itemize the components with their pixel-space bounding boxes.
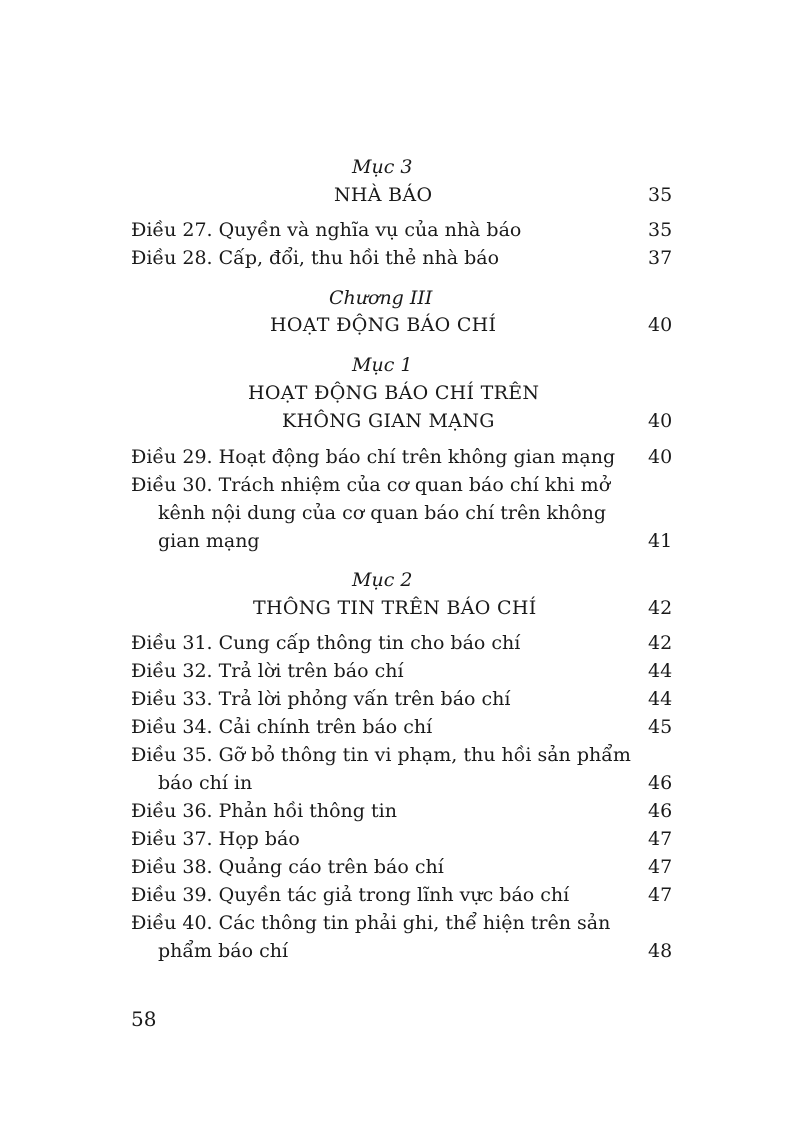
section-type-muc-3: Mục 3 [352,156,413,178]
section-title-thong-tin: THÔNG TIN TRÊN BÁO CHÍ [253,597,537,619]
toc-entry-text: Điều 27. Quyền và nghĩa vụ của nhà báo [131,219,522,241]
toc-entry-page: 45 [648,716,673,738]
toc-entry-page: 48 [648,940,673,962]
toc-entry-text-line-3: gian mạng [158,530,260,552]
toc-entry-text: Điều 36. Phản hồi thông tin [131,800,397,822]
toc-entry-text: Điều 29. Hoạt động báo chí trên không gian mạng [131,446,616,468]
toc-entry-text: Điều 39. Quyền tác giả trong lĩnh vực báo chí [131,884,570,906]
toc-entry-text-line-2: báo chí in [158,772,253,794]
toc-entry-page: 47 [648,828,673,850]
toc-entry-page: 41 [648,530,673,552]
toc-entry-text: Điều 38. Quảng cáo trên báo chí [131,856,444,878]
section-type-chuong-iii: Chương III [329,287,433,309]
toc-entry-text: Điều 28. Cấp, đổi, thu hồi thẻ nhà báo [131,247,500,269]
toc-entry-text: Điều 37. Họp báo [131,828,300,850]
toc-entry-text: Điều 31. Cung cấp thông tin cho báo chí [131,632,521,654]
section-title-line-2: KHÔNG GIAN MẠNG [282,410,495,432]
toc-entry-page: 47 [648,884,673,906]
toc-entry-text-line-1: Điều 40. Các thông tin phải ghi, thể hiện trên sản [131,912,611,934]
section-title-line-1: HOẠT ĐỘNG BÁO CHÍ TRÊN [248,382,540,404]
section-page-number: 40 [648,314,673,336]
page-number: 58 [131,1007,157,1031]
section-page-number: 40 [648,410,673,432]
toc-entry-page: 46 [648,772,673,794]
toc-entry-page: 37 [648,247,673,269]
toc-entry-page: 40 [648,446,673,468]
toc-entry-text-line-2: phẩm báo chí [158,940,289,962]
toc-entry-page: 44 [648,660,673,682]
toc-entry-page: 42 [648,632,673,654]
toc-entry-page: 47 [648,856,673,878]
section-page-number: 42 [648,597,673,619]
toc-entry-text-line-1: Điều 30. Trách nhiệm của cơ quan báo chí khi mở [131,474,611,496]
toc-entry-page: 46 [648,800,673,822]
toc-entry-text: Điều 32. Trả lời trên báo chí [131,660,404,682]
section-title-hoat-dong-bao-chi: HOẠT ĐỘNG BÁO CHÍ [270,314,497,336]
section-page-number: 35 [648,184,673,206]
toc-entry-text-line-2: kênh nội dung của cơ quan báo chí trên không [158,502,607,524]
section-title-nha-bao: NHÀ BÁO [334,184,433,206]
toc-entry-page: 44 [648,688,673,710]
section-type-muc-2: Mục 2 [352,569,413,591]
toc-entry-text: Điều 33. Trả lời phỏng vấn trên báo chí [131,688,511,710]
section-type-muc-1: Mục 1 [352,354,413,376]
toc-entry-page: 35 [648,219,673,241]
toc-entry-text-line-1: Điều 35. Gỡ bỏ thông tin vi phạm, thu hồi sản phẩm [131,744,631,766]
toc-entry-text: Điều 34. Cải chính trên báo chí [131,716,433,738]
